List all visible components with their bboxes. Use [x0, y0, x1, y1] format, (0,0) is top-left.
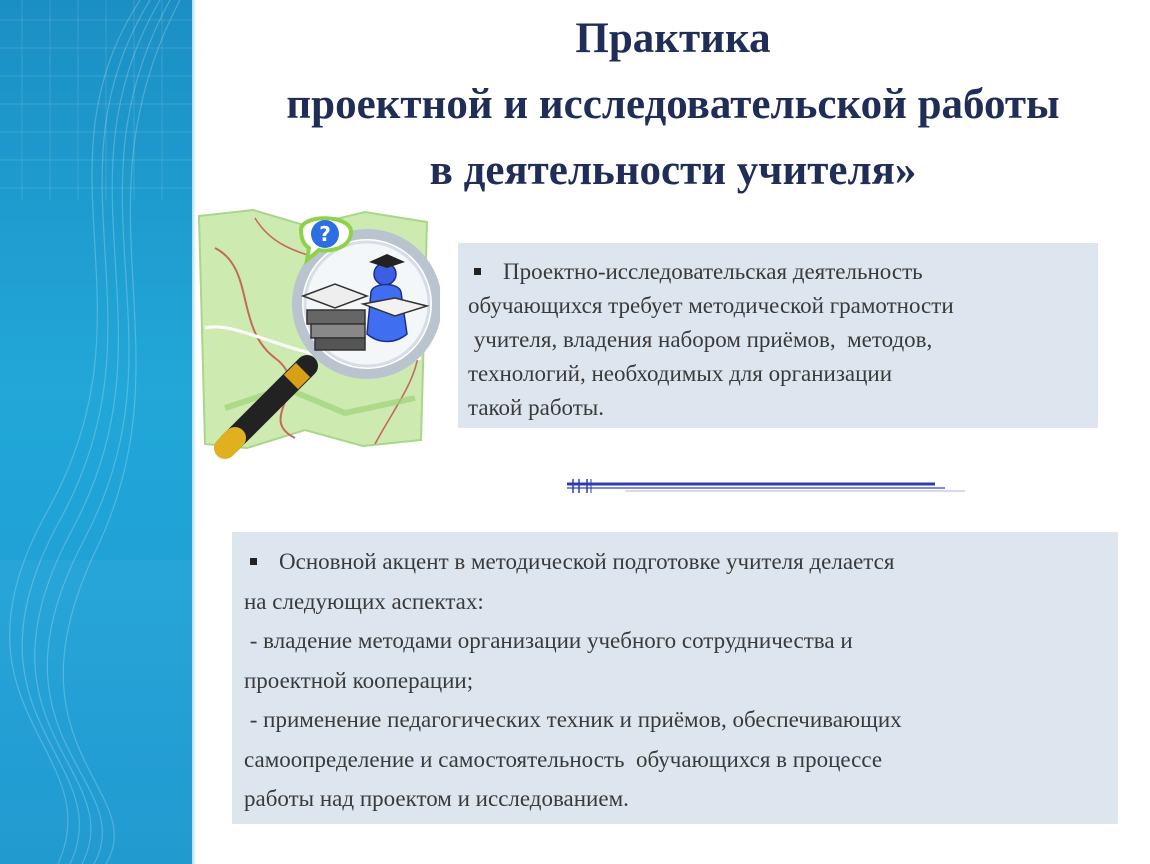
info-box-aspects	[232, 532, 1118, 824]
text-line: учителя, владения набором приёмов, методов,	[468, 327, 933, 352]
text-line: технологий, необходимых для организации	[468, 361, 893, 386]
sidebar-pattern	[0, 0, 192, 864]
text-line: обучающихся требует методической грамотности	[468, 293, 954, 318]
text-line: - применение педагогических техник и приёмов, обеспечивающих	[244, 707, 902, 732]
bullet-icon	[250, 558, 257, 565]
sidebar-decoration	[0, 0, 192, 864]
info-box-aspects-text	[244, 542, 902, 819]
page-title	[196, 6, 1150, 204]
svg-text:?: ?	[319, 222, 331, 246]
text-line: самоопределение и самостоятельность обучающихся в процессе	[244, 746, 883, 772]
info-box-requirements-text	[468, 255, 954, 425]
text-line: на следующих аспектах:	[244, 588, 484, 614]
text-line	[468, 255, 954, 289]
info-box-requirements	[458, 243, 1098, 428]
bullet-icon	[474, 268, 481, 275]
text-line: проектной кооперации;	[244, 667, 474, 693]
text-line: такой работы.	[468, 395, 604, 420]
title-line-1: Практика	[575, 15, 771, 62]
title-line-3: в деятельности учителя»	[429, 147, 917, 194]
research-illustration	[195, 208, 440, 460]
decorative-divider	[565, 476, 965, 496]
text-line	[244, 542, 902, 582]
title-line-2: проектной и исследовательской работы	[286, 81, 1060, 128]
text-line: работы над проектом и исследованием.	[244, 786, 629, 811]
text-line-content: Проектно-исследовательская деятельность	[503, 259, 923, 284]
text-line-content: Основной акцент в методической подготовке учителя делается	[279, 549, 895, 574]
text-line: - владение методами организации учебного сотрудничества и	[244, 628, 853, 653]
